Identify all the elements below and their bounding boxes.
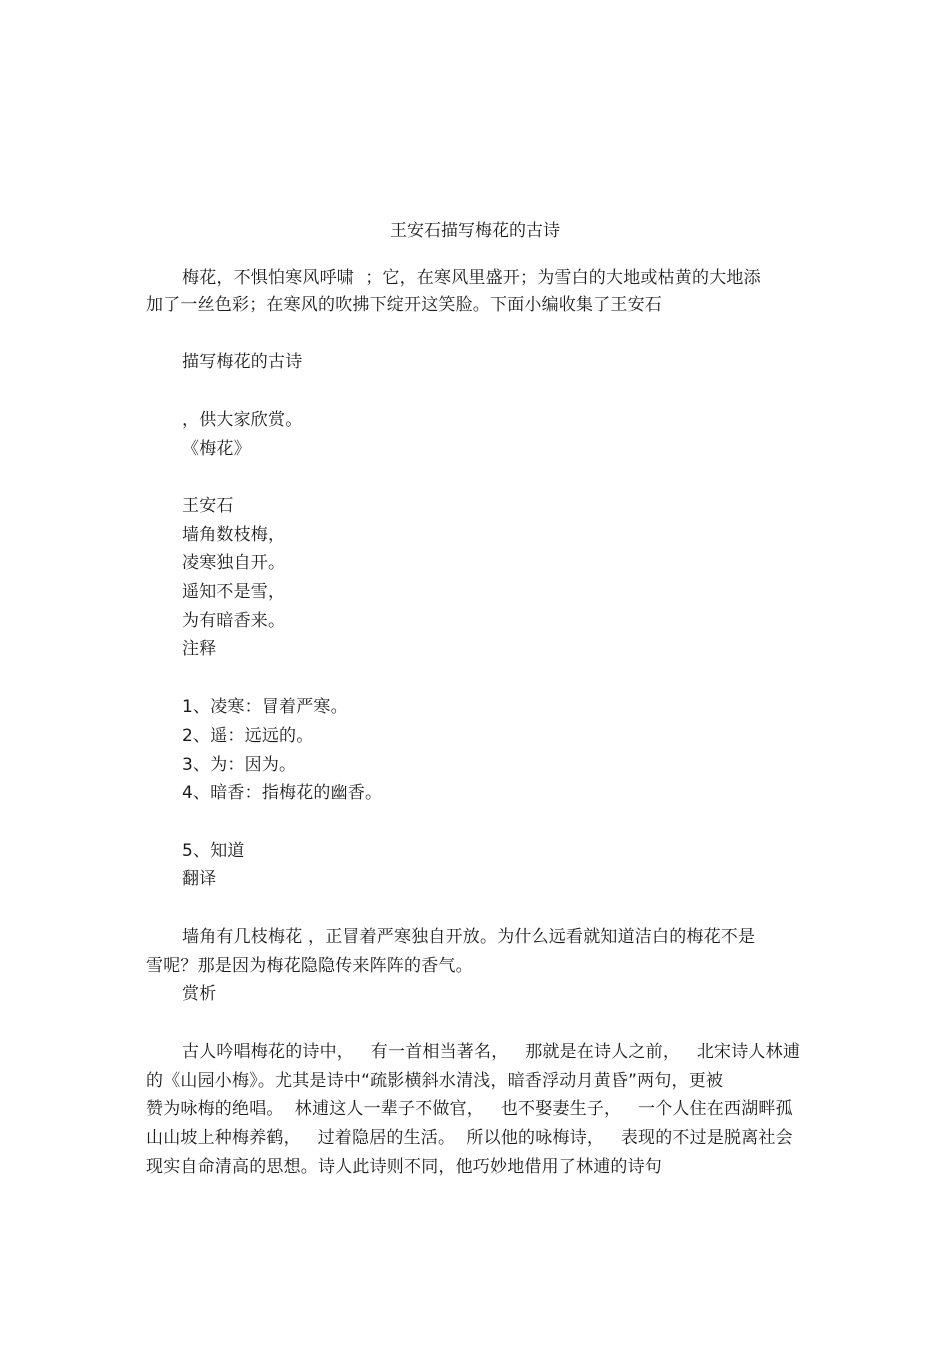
poem-line: 为有暗香来。 <box>182 611 286 631</box>
intro-line-2: 加了一丝色彩；在寒风的吹拂下绽开这笑脸。下面小编收集了王安石 <box>146 295 662 315</box>
intro-ending: ，供大家欣赏。 <box>182 410 303 430</box>
intro-line-1: 梅花，不惧怕寒风呼啸 ；它，在寒风里盛开；为雪白的大地或枯黄的大地添 <box>182 268 761 288</box>
analysis-heading: 赏析 <box>182 984 217 1004</box>
translation-heading: 翻译 <box>182 869 217 889</box>
poem-title: 《梅花》 <box>182 439 251 459</box>
document-title: 王安石描写梅花的古诗 <box>390 221 560 241</box>
note-item: 4、暗香：指梅花的幽香。 <box>182 783 383 803</box>
notes-heading: 注释 <box>182 639 217 659</box>
intro-continuation: 描写梅花的古诗 <box>182 352 303 372</box>
poem-line: 遥知不是雪， <box>182 582 286 602</box>
translation-line-2: 雪呢？那是因为梅花隐隐传来阵阵的香气。 <box>146 956 473 976</box>
note-item: 2、遥：远远的。 <box>182 726 314 746</box>
note-item: 3、为：因为。 <box>182 755 297 775</box>
analysis-line-2: 的《山园小梅》。尤其是诗中“疏影横斜水清浅，暗香浮动月黄昏”两句，更被 <box>146 1071 724 1091</box>
note-item: 1、凌寒：冒着严寒。 <box>182 697 348 717</box>
analysis-line-1: 古人吟唱梅花的诗中， 有一首相当著名， 那就是在诗人之前， 北宋诗人林逋 <box>182 1042 801 1062</box>
poem-line: 凌寒独自开。 <box>182 553 286 573</box>
poem-author: 王安石 <box>182 496 234 516</box>
poem-line: 墙角数枝梅， <box>182 525 286 545</box>
translation-line-1: 墙角有几枝梅花 ，正冒着严寒独自开放。为什么远看就知道洁白的梅花不是 <box>182 927 756 947</box>
analysis-line-4: 山山坡上种梅养鹤， 过着隐居的生活。 所以他的咏梅诗， 表现的不过是脱离社会 <box>146 1128 793 1148</box>
analysis-line-3: 赞为咏梅的绝唱。 林逋这人一辈子不做官， 也不娶妻生子， 一个人住在西湖畔孤 <box>146 1099 793 1119</box>
analysis-line-5: 现实自命清高的思想。诗人此诗则不同，他巧妙地借用了林逋的诗句 <box>146 1157 662 1177</box>
note-item: 5、知道 <box>182 841 245 861</box>
